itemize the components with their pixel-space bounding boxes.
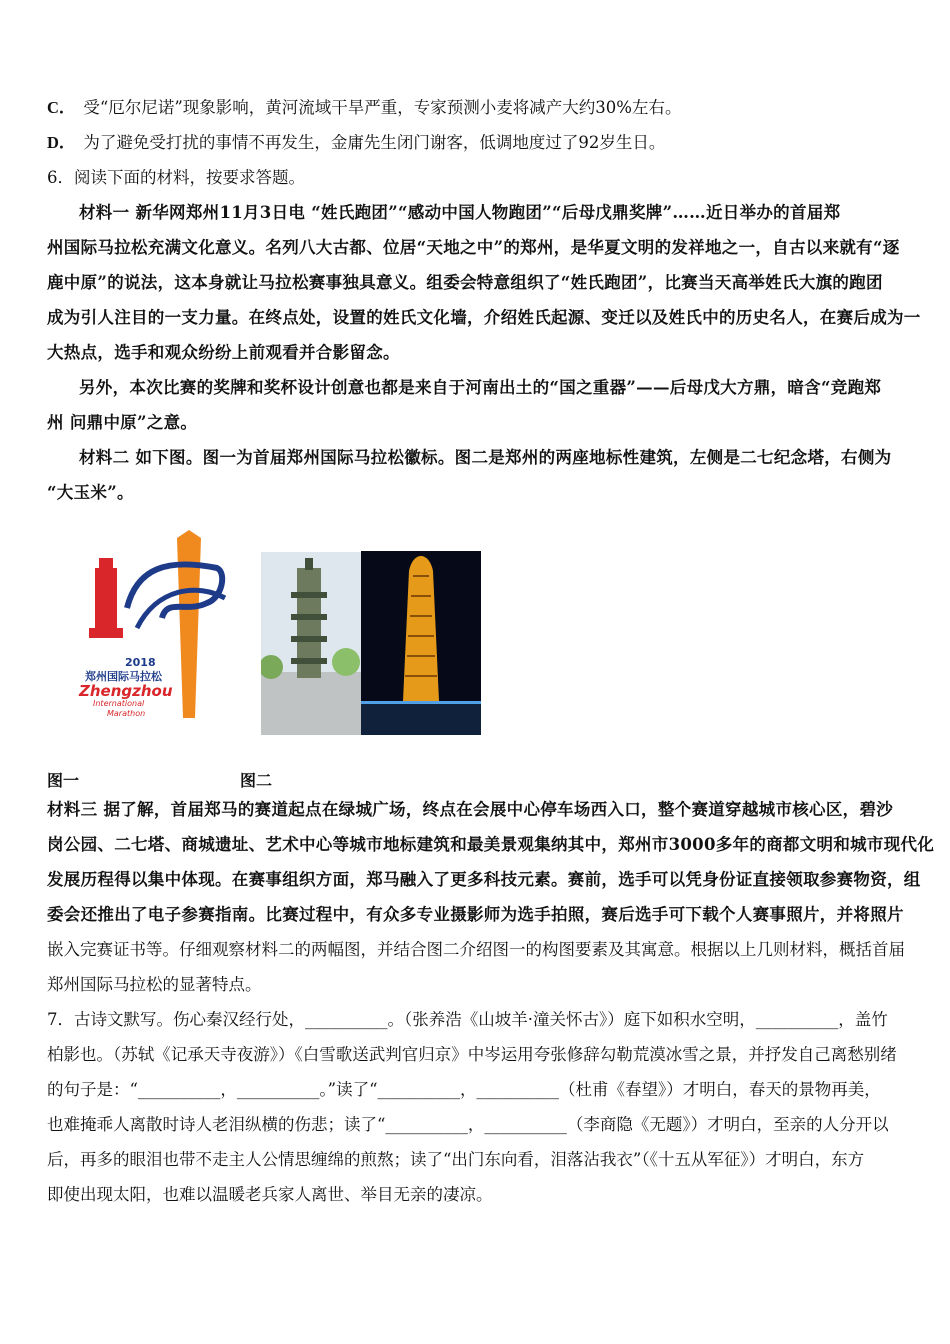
logo-en-3: Marathon bbox=[107, 709, 146, 718]
material-1b-line: 另外，本次比赛的奖牌和奖杯设计创意也都是来自于河南出土的“国之重器”——后母戊大方鼎，暗含“竞跑郑 bbox=[79, 378, 882, 397]
question-7-line: 后，再多的眼泪也带不走主人公情思缠绵的煎熬；读了“出门东向看，泪落沾我衣”（《十五从军征》）才明白，东方 bbox=[47, 1150, 865, 1169]
material-2-line: 材料二 如下图。图一为首届郑州国际马拉松徽标。图二是郑州的两座地标性建筑，左侧是二七纪念塔，右侧为 bbox=[79, 448, 892, 467]
figures bbox=[47, 518, 913, 768]
logo-en-2: International bbox=[93, 699, 145, 708]
material-3-line: 发展历程得以集中体现。在赛事组织方面，郑马融入了更多科技元素。赛前，选手可以凭身份证直接领取参赛物资，组 bbox=[47, 870, 921, 889]
erqi-tower-image bbox=[261, 552, 361, 735]
figure-captions bbox=[47, 768, 913, 798]
option-d-label: D． bbox=[47, 133, 76, 152]
material-1-line: 州国际马拉松充满文化意义。名列八大古都、位居“天地之中”的郑州，是华夏文明的发祥地之一，自古以来就有“逐 bbox=[47, 238, 900, 257]
big-corn-building-image bbox=[361, 551, 481, 735]
option-c-label: C． bbox=[47, 98, 76, 117]
question-6: 6．阅读下面的材料，按要求答题。 bbox=[47, 168, 305, 187]
material-3-line: 郑州国际马拉松的显著特点。 bbox=[47, 975, 262, 994]
material-1-line: 鹿中原”的说法，这本身就让马拉松赛事独具意义。组委会特意组织了“姓氏跑团”，比赛当天高举姓氏大旗的跑团 bbox=[47, 273, 883, 292]
logo-en-1: Zhengzhou bbox=[79, 682, 173, 700]
logo-cn: 郑州国际马拉松 bbox=[85, 670, 162, 683]
material-3-line: 委会还推出了电子参赛指南。比赛过程中，有众多专业摄影师为选手拍照，赛后选手可下载个人赛事照片，并将照片 bbox=[47, 905, 904, 924]
option-d-text: 为了避免受打扰的事情不再发生，金庸先生闭门谢客，低调地度过了92岁生日。 bbox=[83, 133, 666, 152]
material-1-line: 大热点，选手和观众纷纷上前观看并合影留念。 bbox=[47, 343, 400, 362]
logo-year: 2018 bbox=[125, 656, 156, 669]
question-7-line: 即使出现太阳，也难以温暖老兵家人离世、举目无亲的凄凉。 bbox=[47, 1185, 493, 1204]
question-7-line: 7．古诗文默写。伤心秦汉经行处，__________。（张养浩《山坡羊·潼关怀古》）庭下如积水空明，__________，盖竹 bbox=[47, 1010, 888, 1029]
material-3-line: 岗公园、二七塔、商城遗址、艺术中心等城市地标建筑和最美景观集纳其中，郑州市3000多年的商都文明和城市现代化 bbox=[47, 835, 935, 854]
marathon-logo-image bbox=[67, 528, 235, 728]
question-7-line: 也难掩乖人离散时诗人老泪纵横的伤悲；读了“__________，__________（李商隐《无题》）才明白，至亲的人分开以 bbox=[47, 1115, 889, 1134]
material-3-line: 材料三 据了解，首届郑马的赛道起点在绿城广场，终点在会展中心停车场西入口，整个赛道穿越城市核心区，碧沙 bbox=[47, 800, 894, 819]
caption-figure-1: 图一 bbox=[47, 771, 80, 790]
material-1b-line: 州 问鼎中原”之意。 bbox=[47, 413, 198, 432]
material-1-line: 成为引人注目的一支力量。在终点处，设置的姓氏文化墙，介绍姓氏起源、变迁以及姓氏中的历史名人，在赛后成为一 bbox=[47, 308, 921, 327]
option-c-text: 受“厄尔尼诺”现象影响，黄河流域干旱严重，专家预测小麦将减产大约30%左右。 bbox=[83, 98, 682, 117]
material-2-line: “大玉米”。 bbox=[47, 483, 134, 502]
question-7-line: 柏影也。（苏轼《记承天寺夜游》）《白雪歌送武判官归京》中岑运用夸张修辞勾勒荒漠冰雪之景，并抒发自己离愁别绪 bbox=[47, 1045, 897, 1064]
material-3-line: 嵌入完赛证书等。仔细观察材料二的两幅图，并结合图二介绍图一的构图要素及其寓意。根据以上几则材料，概括首届 bbox=[47, 940, 905, 959]
question-7-line: 的句子是：“__________，__________。”读了“__________，__________（杜甫《春望》）才明白，春天的景物再美， bbox=[47, 1080, 881, 1099]
document-page bbox=[47, 96, 935, 1218]
caption-figure-2: 图二 bbox=[240, 771, 273, 790]
material-1-line: 材料一 新华网郑州11月3日电 “姓氏跑团”“感动中国人物跑团”“后母戊鼎奖牌”……近日举办的首届郑 bbox=[79, 203, 841, 222]
option-d bbox=[47, 131, 913, 154]
option-c bbox=[47, 96, 913, 119]
